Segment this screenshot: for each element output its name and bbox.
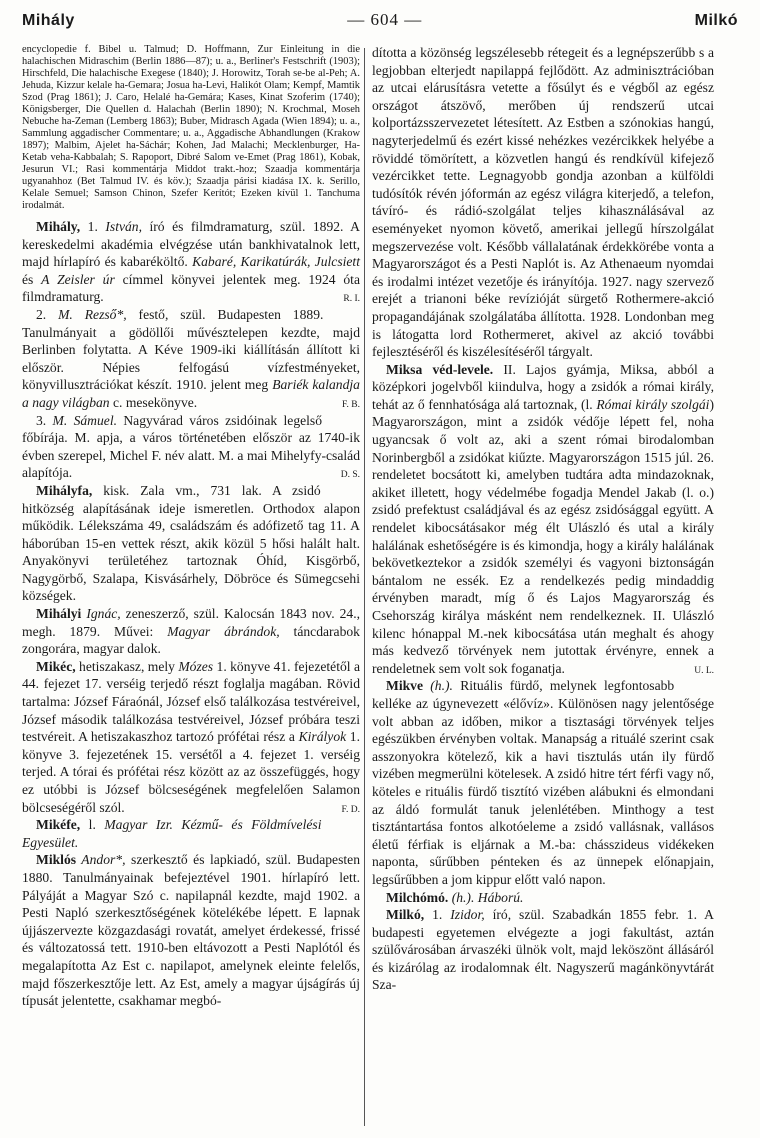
entry-text: c. mesekönyve. [109, 394, 198, 410]
entry-text: II. Lajos gyámja, Miksa, abból a középkori jogelvből kiindulva, hogy a zsidók a római király, tehát az ő fennhatósága alá tartoznak, (l. [372, 361, 715, 412]
entry-text: 1. [80, 219, 106, 234]
entry-text: l. [80, 817, 105, 833]
author-signature: F. B. [342, 399, 360, 410]
entry-name: M. Rezső*, [58, 306, 127, 322]
right-column [372, 44, 714, 994]
entry-text: 1. könyve 41. fejezetétől a 44. fejezet 17. verséig terjedő részt foglalja magában. Rövid tartalma: József Fáraónál, József első találkozása testvéreivel, József második találkozása testvéreivel, József próbára teszi testvéreit. A hetiszakaszhoz tartozó prófétai rész a [22, 658, 360, 745]
entry-mihalyi [22, 605, 360, 658]
book-title: Bariék kalandja a nagy világban [22, 377, 360, 410]
entry-name: Izidor, [450, 907, 485, 923]
entry-number: 1. [424, 907, 451, 923]
headword: Miksa véd-levele. [386, 361, 494, 377]
entry-name: Andor*, [76, 852, 126, 868]
entry-text: táncdarabok zongorára, magyar dalok. [22, 623, 360, 657]
entry-text: festő, szül. Budapesten 1889. Tanulmányait a gödöllői művésztelepen kezdte, majd Berlinben folytatta. A Kéve 1909-iki kiállításán állított ki először. Népies felfogású vízfestményeket, könyvillusztrációkat készít. 1910. jelent meg [22, 306, 360, 393]
cross-reference: Római király szolgái [596, 396, 710, 412]
entry-miklos-andor-continued: dította a közönség legszélesebb rétegeit és a legnépszerűbb s a legjobban elterjedt napilappá fejlődött. Az adminisztrációban az utcai elárusításra vetette a fősúlyt és e végből az egész országot átszövő, merőben új rendszerű utcai kolportázsszervezetet létesített. Az Estben a szónokias hangú, nagyterjedelmű és ezért kissé nehézkes vezércikkek helyébe a röviddé tömörített, a közvetlen hangú és rendkívül kifejező vezércikket tette. Legnagyobb gondja azonban a külföldi tudósítók révén jóformán az egész világra kiterjedő, a telefon, távíró- és rádió-szolgálat teljes kihasználásával az eseményeket nyomon követő, amerikai jellegű hírszolgálat megszervezése volt. Később vállalatának érdekkörébe vonta a Magyarországot és a Pesti Naplót is. Az Athenaeum nyomdai és irodalmi intézet vezetője és irányítója. 1927. nagy szervező erejét a trianoni béke revízióját sürgető Rothermere-akció propagandájának szolgálatába állította. 1928. Londonban meg is látogatta lord Rothermeret, akivel az akció további fejlesztéséről és kiszélesítéséről tárgyalt. [372, 45, 714, 360]
column-divider [364, 48, 365, 1126]
left-column [22, 44, 360, 1010]
book-ref: Mózes [178, 658, 214, 674]
page-number: — 604 — [347, 10, 423, 29]
entry-text: Rituális fürdő, melynek legfontosabb kelléke az úgynevezett «élővíz». Különösen nagy jelentősége volt abban az időben, mikor a tisztasági törvények teljes egészükben érvényben voltak. Manapság a rituálé szerint csak asszonyokra kötelező, kik a havi tisztulás után ily fürdő vizében megmerülni kötelesek. A zsidó hitre tért férfi vagy nő, köteles e rituális fürdő tisztító vizében alábukni és elmondani az áldó formulát tanuk jelenlétében. Minthogy a test tisztántartása fontos alkotóeleme a zsidó vallásnak, vallásos életű férfiak is eljárnak a M.-ba: chásszideus vidékeken naponta, sűrűbben pénteken és az ünnepek előnapjain, legsűrűbben a jom kippur előtt való napon. [372, 678, 714, 887]
headword: Milkó, [386, 907, 425, 923]
entry-text: szerkesztő és lapkiadó, szül. Budapesten 1880. Tanulmányainak befejeztével 1901. hírlapíró lett. Pályáját a Magyar Szó c. napilapnál kezdte, majd 1902. a Pesti Napló szerkesztőségének kötelékébe lépett. E lapnak újjászervezte közgazdasági rovatát, amelyet érdekessé, frissé és változatossá tett. 1910-ben eltávozott a Pesti Naplótól és megalapította Az Est c. napilapot, amelynek eleinte felelős, majd főszerkesztője lett. Az Est, amely a magyar újságírás új típusát jelentette, csakhamar megbó- [22, 852, 360, 1009]
entry-miksa-vedlevele [372, 361, 714, 678]
entry-name: Ignác, [81, 606, 121, 622]
author-signature: D. S. [340, 470, 360, 481]
entry-name: István, [105, 219, 142, 234]
headword: Milchómó. [386, 889, 449, 905]
entry-text: és [22, 271, 42, 287]
author-signature: F. D. [341, 804, 360, 815]
entry-text: kisk. Zala vm., 731 lak. A zsidó hitközség alapításának ideje ismeretlen. Orthodox alapon működik. Lélekszáma 49, családszám és adófizető tag 11. A háborúban 15-en vettek részt, akik közül 5 hősi halált halt. Anyakönyvi területéhez tartoznak Óhíd, Kisgörbő, Nagygörbő, Szalapa, Kisvásárhely, Döbröce és Sümegcsehi községek. [22, 482, 360, 604]
entry-miklos-andor [22, 851, 360, 1009]
entry-mikefe [22, 816, 360, 851]
entry-name: M. Sámuel. [52, 412, 118, 428]
headword: Mikéfe, [36, 817, 81, 833]
entry-mikve [372, 677, 714, 888]
entry-number: 2. [36, 306, 59, 322]
book-title: Magyar ábrándok, [167, 623, 280, 639]
running-header [22, 10, 738, 36]
entry-text: író, szül. Szabadkán 1855 febr. 1. A budapesti egyetemen elvégezte a jogi fakultást, aztán szülővárosában árvaszéki ülnök volt, majd leköszönt állásáról és kizárólag az irodalomnak élt. Nagyszerű magánkönyvtárát Sza- [372, 907, 715, 993]
entry-milchomo [372, 889, 714, 907]
language-tag: (h.). [448, 889, 478, 905]
entry-text: hetiszakasz, mely [75, 658, 179, 674]
header-right-word: Milkó [694, 12, 738, 29]
headword: Miklós [36, 852, 77, 868]
entry-text: zeneszerző, szül. Kalocsán 1843 nov. 24., megh. 1879. Művei: [22, 606, 360, 639]
headword: Mikéc, [36, 658, 76, 674]
entry-text: Nagyvárad város zsidóinak legelső főbírája. M. apja, a város történetében először az 1740-ik évben szerepel, Michel F. név alatt. M. a mai Mihelyfy-család alapítója. [22, 412, 360, 481]
entry-mihalyfa [22, 482, 360, 605]
book-title: A Zeisler úr [41, 271, 115, 287]
entry-mihaly-rezso [22, 306, 360, 412]
book-titles: Kabaré, Karikatúrák, Julcsiett [192, 254, 360, 270]
headword: Mihályi [36, 606, 82, 622]
entry-text: címmel könyvei jelentek meg. 1924 óta filmdramaturg. [22, 271, 360, 305]
cross-reference: Háború. [477, 889, 524, 905]
headword: Mihály, [36, 219, 81, 234]
headword: Mikve [386, 678, 423, 694]
author-signature: R. I. [343, 294, 360, 305]
entry-mikec [22, 658, 360, 816]
entry-text: író és filmdramaturg, szül. 1892. A kereskedelmi akadémia elvégzése után bankhivatalnok lett, majd hírlapíró és kabaréköltő. [22, 219, 360, 270]
book-ref: Királyok [298, 729, 347, 745]
entry-text: 1. könyve 3. fejezetének 15. versétől a 4. fejezet 1. verséig terjed. A tórai és prófétai rész között az az összefüggés, hogy ez utóbbi is József bölcseségének megfelelően Salamon bölcseségéről szól. [22, 729, 361, 815]
language-tag: (h.). [423, 678, 453, 694]
bibliography-block: encyclopedie f. Bibel u. Talmud; D. Hoffmann, Zur Einleitung in die halachischen Midraschim (Berlin 1886—87); u. a., Berliner's Festschrift (1903); Hirschfeld, Die halachische Exegese (1840); J. Horowitz, Torah se-be al-Peh; A. Jehuda, Kizzur kelale ha-Gemara; Josua ha-Levi, Halikót Olam; Kempf, Mamtik Szod (Prag 1861); J. Caro, Helalé ha-Gemára; Kases, Kinat Szoferim (1740); Königsberger, Die Quellen d. Halachah (Berlin 1890); N. Krochmal, Moseh Nebuche ha-Zeman (Lemberg 1863); Buber, Midrasch Agada (Wien 1894); u. a., Sammlung aggadischer Commentare; u. a., Aggadische Abhandlungen (Krakow 1897); Malbim, Ajelet ha-Sáchár; Kohen, Jad Malachi; Mecklenburger, Ha-Ketab veha-Kabbalah; S. Rapoport, Dibré Salom ve-Emet (Prag 1861), Kobak, Jesurun VI.; Rasi kommentárja Middot trakt.-hoz; Szaadja kommentárja ugyanahhoz (Bet Talmud IV. és köv.); Szaadja párisi kiadása IX. k. Serillo, Kelale Semuel; Samson Chinon, Szefer Kerítót; Ezeken kívül 1. Tanchuma irodalmát. [22, 44, 360, 211]
author-signature: U. L. [694, 665, 714, 676]
entry-number: 3. [36, 412, 53, 428]
cross-reference: Magyar Izr. Kézmű- és Földmívelési Egyesület. [22, 817, 322, 850]
entry-text: ) Magyarországon, mint a zsidók védője lépett fel, noha ugyancsak ő volt az, aki a szent római birodalomban Norinbergből a zsidókat kiűzte. Magyarországon 1515 júl. 26. rendeletet bocsátott ki, amelyben tudtára adta mindazoknak, akiket illetett, hogy védelmébe fogadja Mendel Jakab (l. o.) zsidó prefektust családjával és az egész zsidósággal együtt. A rendelet kibocsátásakor még élt Ulászló és utal a király halálának eshetőségére is és kimondja, hogy a király halálának bekövetkeztekor a zsidók személyi és vagyoni biztonságán bántalom ne essék. Ez a rendelkezés pedig mindaddig érvényben maradt, míg ő és Lajos Magyarország és Csehország királya másként nem rendelkeznek. II. Ulászló kilenc hónappal M.-nek kibocsátása után meghalt és ahogy más kedvező törvények nem jutottak érvényre, ennek a rendeletnek sem volt sok foganatja. [372, 396, 714, 676]
entry-mihaly-istvan [22, 218, 360, 306]
headword: Mihályfa, [36, 482, 93, 498]
header-left-word: Mihály [22, 12, 75, 29]
entry-milko-izidor [372, 906, 714, 994]
entry-mihaly-samuel [22, 412, 360, 482]
